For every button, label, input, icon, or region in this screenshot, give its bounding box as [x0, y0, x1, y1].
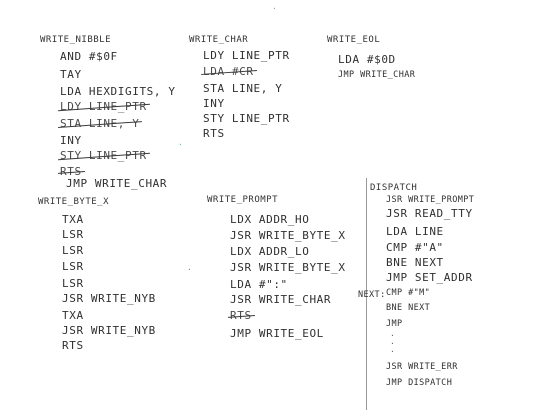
write-nibble-line-struck: LDY LINE_PTR [60, 100, 147, 113]
write-nibble-block [40, 35, 111, 46]
write-byte-x-title: WRITE_BYTE_X [38, 197, 110, 207]
dispatch-block [370, 183, 417, 194]
dispatch-line: CMP #"A" [386, 241, 444, 254]
write-eol-line: JMP WRITE_CHAR [338, 70, 416, 80]
write-prompt-title: WRITE_PROMPT [207, 195, 279, 205]
write-char-line: STY LINE_PTR [203, 112, 290, 125]
dispatch-title: DISPATCH [370, 183, 418, 193]
write-nibble-title: WRITE_NIBBLE [40, 35, 112, 45]
dot: · [390, 347, 395, 356]
write-byte-x-line: JSR WRITE_NYB [62, 292, 156, 305]
write-char-line: LDY LINE_PTR [203, 49, 290, 62]
stray-mark: · [272, 4, 277, 13]
write-prompt-line: JSR WRITE_BYTE_X [230, 261, 346, 274]
write-nibble-line: INY [60, 134, 82, 147]
write-eol-title: WRITE_EOL [327, 35, 381, 45]
dot: · [390, 339, 395, 348]
write-prompt-line-struck: RTS [230, 309, 252, 322]
write-prompt-line: LDX ADDR_LO [230, 245, 310, 258]
dispatch-line: JSR WRITE_PROMPT [386, 195, 475, 205]
dispatch-line: JSR WRITE_ERR [386, 362, 458, 372]
stray-mark: · [187, 265, 192, 274]
write-nibble-line: TAY [60, 68, 82, 81]
dispatch-ellipsis [390, 332, 396, 358]
write-prompt-block [207, 195, 278, 206]
write-byte-x-line: LSR [62, 244, 84, 257]
dispatch-line: JMP DISPATCH [386, 378, 453, 388]
write-nibble-line-struck: RTS [60, 165, 82, 178]
write-char-line: RTS [203, 127, 225, 140]
write-nibble-line: AND #$0F [60, 50, 118, 63]
write-eol-block [327, 35, 380, 46]
write-prompt-line: LDX ADDR_HO [230, 213, 310, 226]
dispatch-line: CMP #"M" [386, 288, 431, 298]
write-char-line: STA LINE, Y [203, 82, 283, 95]
dispatch-next-label: NEXT: [358, 290, 386, 300]
write-char-line: INY [203, 97, 225, 110]
write-nibble-line: LDA HEXDIGITS, Y [60, 85, 176, 98]
write-char-title: WRITE_CHAR [189, 35, 249, 45]
write-nibble-line: JMP WRITE_CHAR [66, 177, 168, 190]
dispatch-line: BNE NEXT [386, 303, 431, 313]
write-prompt-line: JMP WRITE_EOL [230, 327, 324, 340]
write-prompt-line: JSR WRITE_CHAR [230, 293, 332, 306]
write-eol-line: LDA #$0D [338, 53, 396, 66]
dot: · [390, 331, 395, 340]
dispatch-line: LDA LINE [386, 225, 444, 238]
write-byte-x-line: LSR [62, 260, 84, 273]
dispatch-line: JMP [386, 319, 403, 329]
write-byte-x-line: JSR WRITE_NYB [62, 324, 156, 337]
write-nibble-line-struck: STA LINE, Y [60, 117, 140, 130]
write-prompt-line: LDA #":" [230, 278, 288, 291]
dispatch-line: JMP SET_ADDR [386, 271, 473, 284]
dispatch-line: BNE NEXT [386, 256, 444, 269]
write-byte-x-block [38, 197, 109, 208]
stray-mark: · [178, 140, 183, 149]
write-nibble-line-struck: STY LINE_PTR [60, 149, 147, 162]
write-byte-x-line: LSR [62, 228, 84, 241]
write-byte-x-line: TXA [62, 309, 84, 322]
write-prompt-line: JSR WRITE_BYTE_X [230, 229, 346, 242]
write-byte-x-line: LSR [62, 277, 84, 290]
write-char-line-struck: LDA #CR [203, 65, 254, 78]
dispatch-line: JSR READ_TTY [386, 207, 473, 220]
write-byte-x-line: TXA [62, 213, 84, 226]
write-byte-x-line: RTS [62, 339, 84, 352]
write-char-block [189, 35, 248, 46]
